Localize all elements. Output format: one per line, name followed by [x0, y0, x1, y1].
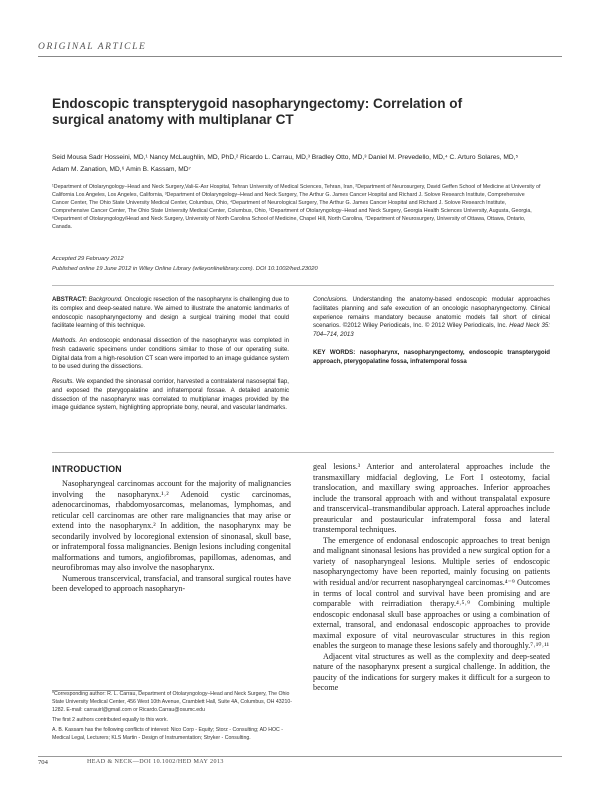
results-text: We expanded the sinonasal corridor, harvested a contralateral nasoseptal flap, and exposed the pterygopalatine and infratemporal fossae. A detailed anatomic dissection of the nasopharynx was correlated to multiplanar images provided by the image guidance system, highlighting appropriate bony, neural, and vascular landmarks. — [52, 378, 289, 412]
intro-paragraph-2: Numerous transcervical, transfacial, and transoral surgical routes have been developed to approach nasopharyn- — [52, 573, 291, 594]
methods-label: Methods. — [52, 337, 78, 344]
keywords-text: nasopharynx, nasopharyngectomy, endoscopic transpterygoid approach, pterygopalatine fossa, infratemporal fossa — [313, 348, 551, 365]
keywords-label: KEY WORDS: — [313, 348, 356, 356]
abstract-top-rule — [52, 285, 554, 286]
abstract-background — [52, 296, 289, 331]
conflicts-note: A. B. Kassam has the following conflicts of interest: Nico Corp - Equity; Storz - Consulting; AD HOC - Medical Legal, Lecturers; KLS Martin - Design of Instrumentation; Stryker - Consulting. — [52, 726, 283, 741]
journal-citation: Head Neck 35: 704–714, 2013 — [313, 322, 550, 338]
section-label: ORIGINAL ARTICLE — [38, 42, 147, 52]
background-text: Oncologic resection of the nasopharynx is challenging due to its complex and deep-seated nature. We aimed to illustrate the anatomic landmarks of endoscopic nasopharyngectomy and design a surgical training model that could facilitate learning of this technique. — [52, 296, 289, 330]
article-title: Endoscopic transpterygoid nasopharyngectomy: Correlation of surgical anatomy with multiplanar CT — [52, 96, 463, 127]
abstract-conclusions — [313, 296, 550, 340]
intro-paragraph-4: The emergence of endonasal endoscopic approaches to treat benign and malignant sinonasal lesions has provided a new surgical option for a variety of nasopharyngeal lesions. Multiple series of endoscopic nasopharyngectomy have been reported, mainly focusing on patients with residual and/or recurrent nasopharyngeal carcinomas.⁴⁻⁹ Outcomes in terms of local control and survival have been promising and are comparable with reirradiation therapy.⁴˒⁵˒⁹ Combining multiple endoscopic endonasal skull base approaches or using a combination of external, transoral, and endonasal endoscopic approaches to provide maximal exposure of vital neurovascular structures in this region enables the surgeon to manage these lesions safely and thoroughly.⁷˒¹⁰˒¹¹ — [313, 535, 550, 651]
contribution-note: The first 2 authors contributed equally to this work. — [52, 716, 168, 723]
corresponding-author: *Corresponding author: R. L. Carrau, Department of Otolaryngology–Head and Neck Surgery, The Ohio State University Medical Center, 456 West 10th Avenue, Cramblett Hall, Suite 4A, Columbus, OH 43210-1282. E-mail: carrauirl@gmail.com or Ricardo.Carrau@osumc.edu — [52, 691, 292, 713]
abstract-column-left — [52, 296, 289, 419]
results-label: Results. — [52, 378, 75, 385]
section-heading-introduction: INTRODUCTION — [52, 464, 122, 474]
header-rule — [38, 56, 562, 57]
background-label: Background. — [88, 296, 123, 303]
intro-paragraph-3: geal lesions.³ Anterior and anterolateral approaches include the transmaxillary midfacial degloving, Le Fort I osteotomy, facial translocation, and maxillary swing approaches. Inferior approaches include the transoral approach with and without transpalatal exposure and transcervical–transmandibular approach. Lateral approaches include preauricular and postauricular infratemporal fossa and lateral transtemporal techniques. — [313, 462, 550, 535]
abstract-methods — [52, 337, 289, 372]
keywords — [313, 349, 550, 367]
accepted-date: Accepted 29 February 2012 — [52, 256, 124, 262]
body-column-right — [313, 462, 550, 694]
conclusions-label: Conclusions. — [313, 296, 348, 303]
abstract-column-right — [313, 296, 550, 367]
abstract-results — [52, 378, 289, 413]
author-list: Seid Mousa Sadr Hosseini, MD,¹ Nancy McLaughlin, MD, PhD,² Ricardo L. Carrau, MD,³ Bradley Otto, MD,³ Daniel M. Prevedello, MD,⁴ C. Arturo Solares, MD,⁵ Adam M. Zanation, MD,⁶ Amin B. Kassam, MD⁷ — [52, 154, 519, 173]
abstract-bottom-rule — [52, 452, 554, 453]
affiliations: ¹Department of Otolaryngology–Head and Neck Surgery,Vali-E-Asr Hospital, Tehran University of Medical Sciences, Tehran, Iran, ²Department of Neurosurgery, David Geffen School of Medicine at University of California Los Angeles, Los Angeles, California, ³Department of Otolaryngology–Head and Neck Surgery, The Arthur G. James Cancer Hospital and Richard J. Solove Research Institute, Comprehensive Cancer Center, The Ohio State University Medical Center, Columbus, Ohio, ⁴Department of Neurological Surgery, The Arthur G. James Cancer Hospital and Richard J. Solove Research Institute, Comprehensive Cancer Center, The Ohio State University Medical Center, Columbus, Ohio, ⁵Department of Otolaryngology–Head and Neck Surgery, Georgia Health Sciences University, Augusta, Georgia, ⁶Department of Otolaryngology/Head and Neck Surgery, University of North Carolina School of Medicine, Chapel Hill, North Carolina, ⁷Department of Neurosurgery, University of Ottawa, Ottawa, Ontario, Canada. — [52, 184, 541, 231]
published-online: Published online 19 June 2012 in Wiley Online Library (wileyonlinelibrary.com). DOI 10.1002/hed.23020 — [52, 265, 318, 272]
intro-paragraph-1: Nasopharyngeal carcinomas account for the majority of malignancies involving the nasopharynx.¹˒² Adenoid cystic carcinomas, adenocarcinomas, rhabdomyosarcomas, melanomas, lymphomas, and reticular cell carcinomas are other rare malignancies that may arise or extend into the nasopharynx.² In addition, the nasopharynx may be secondarily involved by locoregional extension of sinonasal, skull base, or infratemporal fossa malignancies. Benign lesions including congenital malformations and tumors, angiofibromas, papillomas, adenomas, and neurofibromas may also involve the nasopharynx. — [52, 479, 291, 573]
running-footer: HEAD & NECK—DOI 10.1002/HED MAY 2013 — [87, 759, 224, 765]
conclusions-text: Understanding the anatomy-based endoscopic modular approaches facilitates planning and safe execution of an oncologic nasopharyngectomy. Clinical experience remains mandatory because anatomic models fall short of clinical scenarios. ©2012 Wiley Periodicals, Inc. © 2012 Wiley Periodicals, Inc. — [313, 296, 550, 330]
footer-rule — [38, 756, 562, 757]
publication-info — [52, 255, 542, 274]
page-number: 704 — [38, 759, 48, 766]
methods-text: An endoscopic endonasal dissection of the nasopharynx was completed in fresh cadaveric specimens under conditions similar to those of our operating suite. Digital data from a high-resolution CT scan were imported to an image guidance system to be used during the dissections. — [52, 337, 289, 371]
intro-paragraph-5: Adjacent vital structures as well as the complexity and deep-seated nature of the nasopharynx present a surgical challenge. In addition, the paucity of the indications for surgery makes it difficult for a surgeon to become — [313, 651, 550, 693]
footnote — [52, 691, 292, 744]
body-column-left — [52, 479, 291, 595]
abstract-label: ABSTRACT: — [52, 296, 87, 303]
